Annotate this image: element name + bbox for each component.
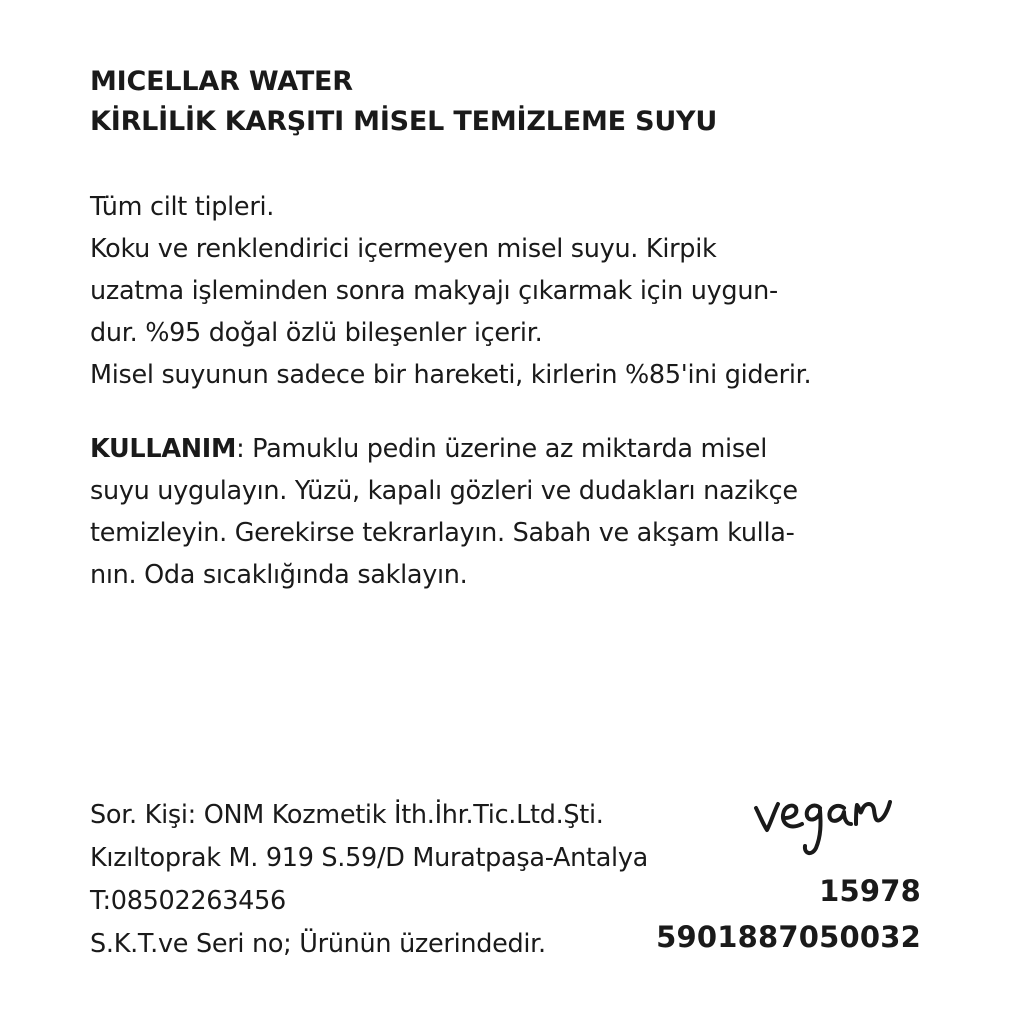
contact-block xyxy=(90,794,648,966)
usage-line: temizleyin. Gerekirse tekrarlayın. Sabah ve akşam kulla- xyxy=(90,518,795,548)
barcode-number: 5901887050032 xyxy=(656,920,921,954)
description-line: Misel suyunun sadece bir hareketi, kirlerin %85'ini giderir. xyxy=(90,360,812,390)
description-line: Koku ve renklendirici içermeyen misel suyu. Kirpik xyxy=(90,234,717,264)
description-line: Tüm cilt tipleri. xyxy=(90,192,275,222)
usage-line-rest: : Pamuklu pedin üzerine az miktarda misel xyxy=(236,434,767,464)
usage-line: suyu uygulayın. Yüzü, kapalı gözleri ve dudakları nazikçe xyxy=(90,476,798,506)
contact-line: Kızıltoprak M. 919 S.59/D Muratpaşa-Antalya xyxy=(90,843,648,873)
description-block xyxy=(90,186,811,396)
product-code: 15978 xyxy=(819,874,921,908)
usage-label: KULLANIM xyxy=(90,434,237,464)
product-codes xyxy=(656,868,921,960)
title-line-2: KİRLİLİK KARŞITI MİSEL TEMİZLEME SUYU xyxy=(90,106,718,137)
usage-line: nın. Oda sıcaklığında saklayın. xyxy=(90,560,468,590)
description-line: dur. %95 doğal özlü bileşenler içerir. xyxy=(90,318,543,348)
product-title xyxy=(90,62,717,142)
title-line-1: MICELLAR WATER xyxy=(90,66,353,97)
description-line: uzatma işleminden sonra makyajı çıkarmak için uygun- xyxy=(90,276,778,306)
contact-line: S.K.T.ve Seri no; Ürünün üzerindedir. xyxy=(90,929,546,959)
usage-block xyxy=(90,428,798,596)
contact-line: T:08502263456 xyxy=(90,886,286,916)
usage-first-line xyxy=(90,428,798,470)
contact-line: Sor. Kişi: ONM Kozmetik İth.İhr.Tic.Ltd.Şti. xyxy=(90,800,604,830)
vegan-handwritten-icon xyxy=(752,780,912,860)
